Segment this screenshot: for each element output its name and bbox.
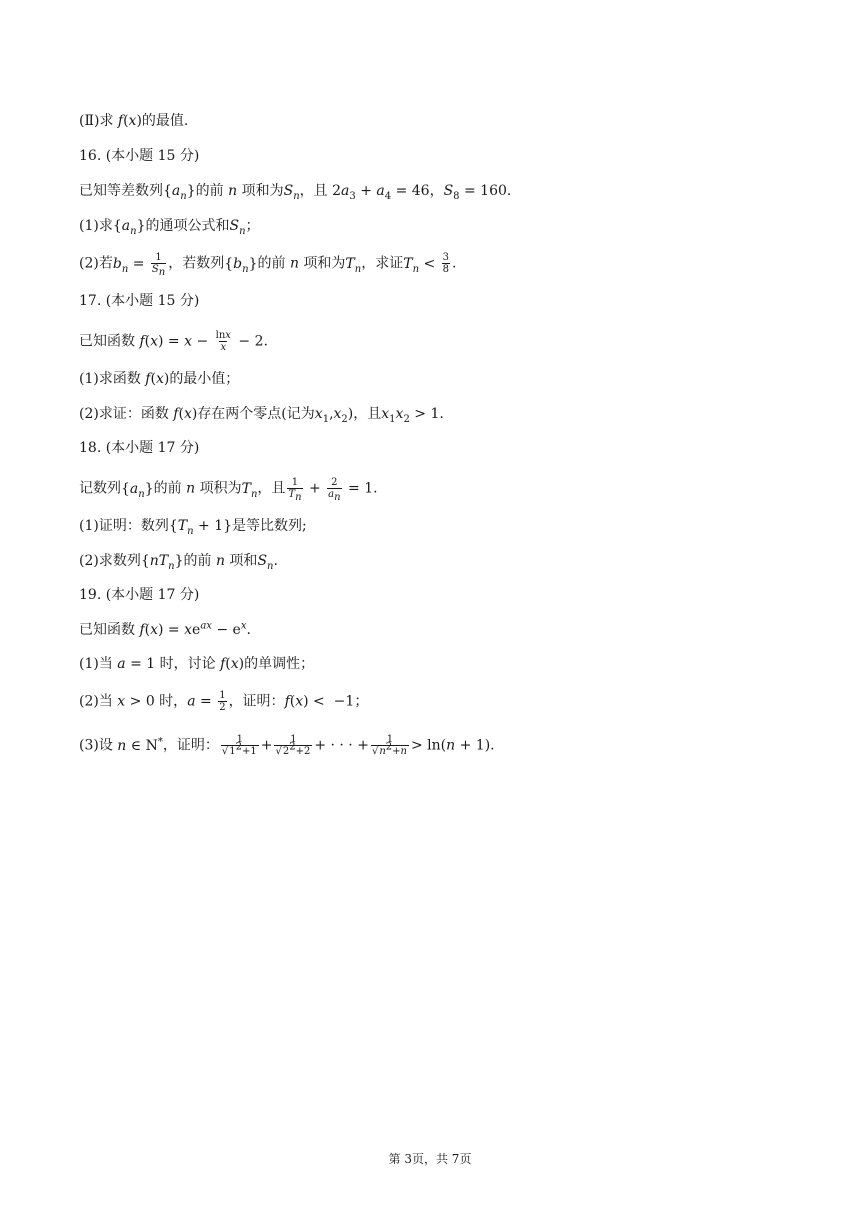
problem-18-part-1: (1)证明：数列$\{T_n + 1\}$是等比数列;: [79, 518, 307, 537]
problem-19-part-3: (3)设 n ∈ N*，证明： $\frac{1}{√1^2+1}$ + $\frac{1}{√2^2+2}$ + · · · + $\frac{1}{√n^2+n}$ > ln(n + 1).: [79, 734, 495, 757]
problem-19-part-2: (2)当 x > 0 时，a = $\frac{1}{2}$ ，证明：f(x) < −1；: [79, 690, 369, 713]
problem-19-part-1: (1)当 a = 1 时，讨论 f(x)的单调性；: [79, 656, 315, 672]
problem-18-statement: 记数列$\{a_n\}$的前 n 项积为$T_n$，且 $\frac{1}{T_n}$ + $\frac{2}{a_n}$ = 1.: [79, 477, 378, 503]
page-footer: 第 3页，共 7页: [388, 1152, 472, 1166]
problem-16-part-1: (1)求$\{a_n\}$的通项公式和$S_n$；: [79, 218, 260, 237]
problem-17-part-2: (2)求证：函数 f(x)存在两个零点(记为$x_1,x_2$)，且$x_1x_2 > 1$.: [79, 406, 444, 425]
problem-19-statement: 已知函数 $f(x) = xe^{ax} - e^x$.: [79, 620, 251, 638]
problem-18-part-2: (2)求数列$\{nT_n\}$的前 n 项和$S_n$.: [79, 553, 278, 572]
problem-16-statement: 已知等差数列$\{a_n\}$的前 n 项和为$S_n$，且 $2a_3 + a_4 = 46$，$S_8 = 160$.: [79, 183, 512, 202]
problem-17-statement: 已知函数 f(x) = x − $\frac{\ln x}{x}$ − 2.: [79, 330, 268, 353]
problem-19-heading: 19. (本小题 17 分): [79, 587, 200, 603]
problem-17-heading: 17. (本小题 15 分): [79, 293, 200, 309]
problem-15-part-2: (Ⅱ)求 f(x)的最值.: [79, 113, 189, 129]
problem-17-part-1: (1)求函数 f(x)的最小值；: [79, 371, 240, 387]
problem-16-heading: 16. (本小题 15 分): [79, 148, 200, 164]
problem-18-heading: 18. (本小题 17 分): [79, 440, 200, 456]
problem-16-part-2: (2)若$b_n$ = $\frac{1}{S_n}$ ，若数列$\{b_n\}$的前 n 项和为$T_n$，求证$T_n$ < $\frac{3}{8}$ .: [79, 252, 457, 278]
